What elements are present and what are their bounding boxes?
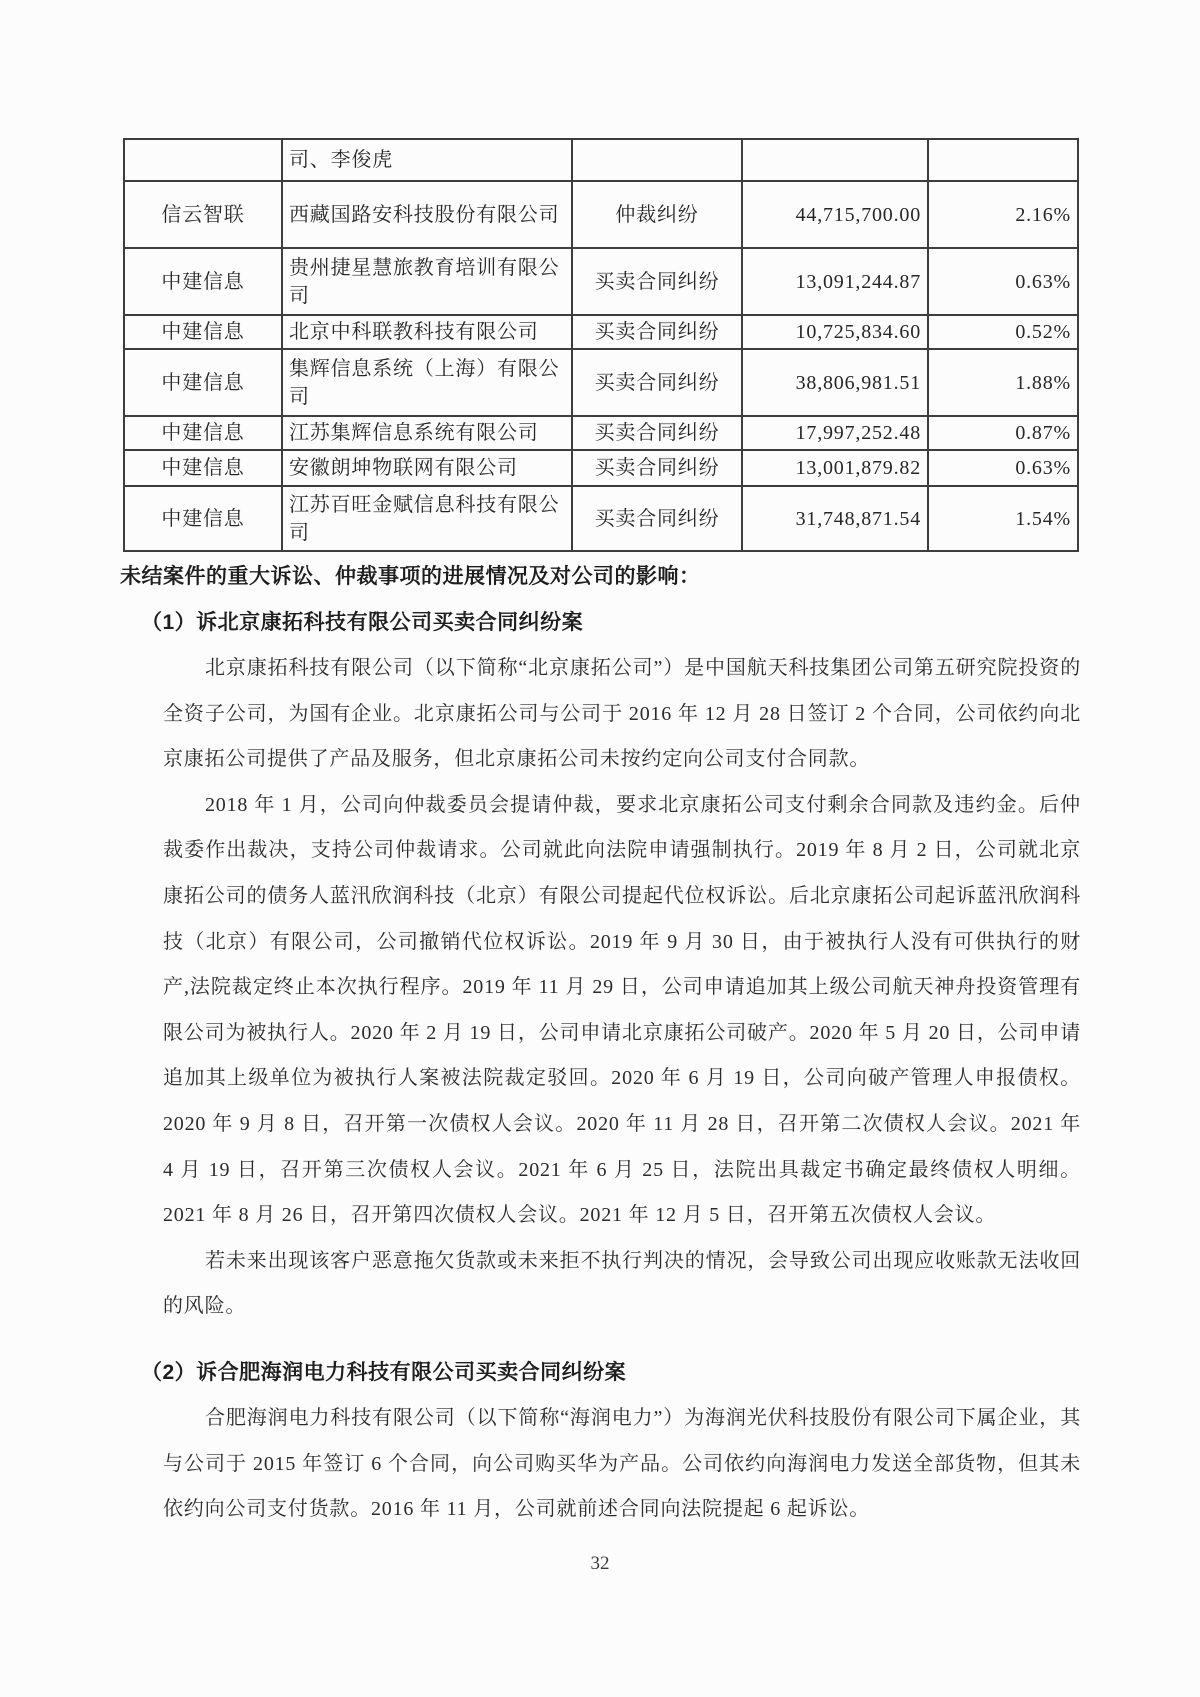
- cell-ratio: [928, 139, 1078, 181]
- cell-company: 中建信息: [124, 450, 282, 486]
- table-row: [124, 349, 1078, 416]
- cell-amount: 10,725,834.60: [742, 315, 928, 349]
- cell-amount: 13,001,879.82: [742, 450, 928, 486]
- cell-company: 中建信息: [124, 416, 282, 450]
- table-row: [124, 486, 1078, 551]
- cell-case-type: 买卖合同纠纷: [572, 248, 742, 315]
- cell-ratio: 0.52%: [928, 315, 1078, 349]
- cell-amount: 38,806,981.51: [742, 349, 928, 416]
- case2-heading: （2）诉合肥海润电力科技有限公司买卖合同纠纷案: [141, 1360, 627, 1384]
- cell-company: 中建信息: [124, 349, 282, 416]
- case1-heading: （1）诉北京康拓科技有限公司买卖合同纠纷案: [141, 611, 584, 634]
- cell-ratio: 1.88%: [928, 349, 1078, 416]
- cell-ratio: 2.16%: [928, 181, 1078, 248]
- cell-counterparty: 西藏国路安科技股份有限公司: [282, 181, 572, 248]
- table-row: [124, 416, 1078, 450]
- cell-case-type: [572, 139, 742, 181]
- table-row: [124, 248, 1078, 315]
- table-row: [124, 315, 1078, 349]
- litigation-table: [123, 138, 1079, 552]
- cell-counterparty: 安徽朗坤物联网有限公司: [282, 450, 572, 486]
- cell-case-type: 买卖合同纠纷: [572, 486, 742, 551]
- cell-case-type: 买卖合同纠纷: [572, 450, 742, 486]
- cell-counterparty: 司、李俊虎: [282, 139, 572, 181]
- cell-case-type: 仲裁纠纷: [572, 181, 742, 248]
- cell-amount: 13,091,244.87: [742, 248, 928, 315]
- cell-counterparty: 集辉信息系统（上海）有限公司: [282, 349, 572, 416]
- table-row: [124, 139, 1078, 181]
- cell-case-type: 买卖合同纠纷: [572, 315, 742, 349]
- cell-counterparty: 江苏集辉信息系统有限公司: [282, 416, 572, 450]
- cell-case-type: 买卖合同纠纷: [572, 416, 742, 450]
- case1-paragraph-2: 2018 年 1 月，公司向仲裁委员会提请仲裁，要求北京康拓公司支付剩余合同款及违约金。后仲裁委作出裁决，支持公司仲裁请求。公司就此向法院申请强制执行。2019 年 8 月 2 日，公司就北京康拓公司的债务人蓝汛欣润科技（北京）有限公司提起代位权诉讼。后北京康拓公司起诉蓝汛欣润科技（北京）有限公司，公司撤销代位权诉讼。2019 年 9 月 30 日，由于被执行人没有可供执行的财产,法院裁定终止本次执行程序。2019 年 11 月 29 日，公司申请追加其上级公司航天神舟投资管理有限公司为被执行人。2020 年 2 月 19 日，公司申请北京康拓公司破产。2020 年 5 月 20 日，公司申请追加其上级单位为被执行人案被法院裁定驳回。2020 年 6 月 19 日，公司向破产管理人申报债权。2020 年 9 月 8 日，召开第一次债权人会议。2020 年 11 月 28 日，召开第二次债权人会议。2021 年 4 月 19 日，召开第三次债权人会议。2021 年 6 月 25 日，法院出具裁定书确定最终债权人明细。2021 年 8 月 26 日，召开第四次债权人会议。2021 年 12 月 5 日，召开第五次债权人会议。: [163, 793, 1081, 1227]
- cell-company: [124, 139, 282, 181]
- cell-counterparty: 江苏百旺金赋信息科技有限公司: [282, 486, 572, 551]
- cell-amount: 44,715,700.00: [742, 181, 928, 248]
- cell-case-type: 买卖合同纠纷: [572, 349, 742, 416]
- table-row: [124, 181, 1078, 248]
- case2-paragraph-1: 合肥海润电力科技有限公司（以下简称“海润电力”）为海润光伏科技股份有限公司下属企业，其与公司于 2015 年签订 6 个合同，向公司购买华为产品。公司依约向海润电力发送全部货物，但其未依约向公司支付货款。2016 年 11 月，公司就前述合同向法院提起 6 起诉讼。: [163, 1406, 1081, 1521]
- cell-counterparty: 贵州捷星慧旅教育培训有限公司: [282, 248, 572, 315]
- cell-ratio: 1.54%: [928, 486, 1078, 551]
- table-row: [124, 450, 1078, 486]
- page-number: 32: [590, 1553, 610, 1574]
- cell-ratio: 0.87%: [928, 416, 1078, 450]
- cell-company: 信云智联: [124, 181, 282, 248]
- cell-company: 中建信息: [124, 486, 282, 551]
- cell-ratio: 0.63%: [928, 450, 1078, 486]
- cell-counterparty: 北京中科联教科技有限公司: [282, 315, 572, 349]
- cell-amount: [742, 139, 928, 181]
- cell-company: 中建信息: [124, 315, 282, 349]
- cell-amount: 31,748,871.54: [742, 486, 928, 551]
- cell-amount: 17,997,252.48: [742, 416, 928, 450]
- cell-company: 中建信息: [124, 248, 282, 315]
- case1-paragraph-1: 北京康拓科技有限公司（以下简称“北京康拓公司”）是中国航天科技集团公司第五研究院投资的全资子公司，为国有企业。北京康拓公司与公司于 2016 年 12 月 28 日签订 2 个合同，公司依约向北京康拓公司提供了产品及服务，但北京康拓公司未按约定向公司支付合同款。: [163, 657, 1081, 771]
- case1-paragraph-3: 若未来出现该客户恶意拖欠货款或未来拒不执行判决的情况，会导致公司出现应收账款无法收回的风险。: [163, 1249, 1081, 1318]
- cell-ratio: 0.63%: [928, 248, 1078, 315]
- section-heading-progress: 未结案件的重大诉讼、仲裁事项的进展情况及对公司的影响：: [120, 565, 701, 588]
- body-text-block: [120, 554, 1081, 1533]
